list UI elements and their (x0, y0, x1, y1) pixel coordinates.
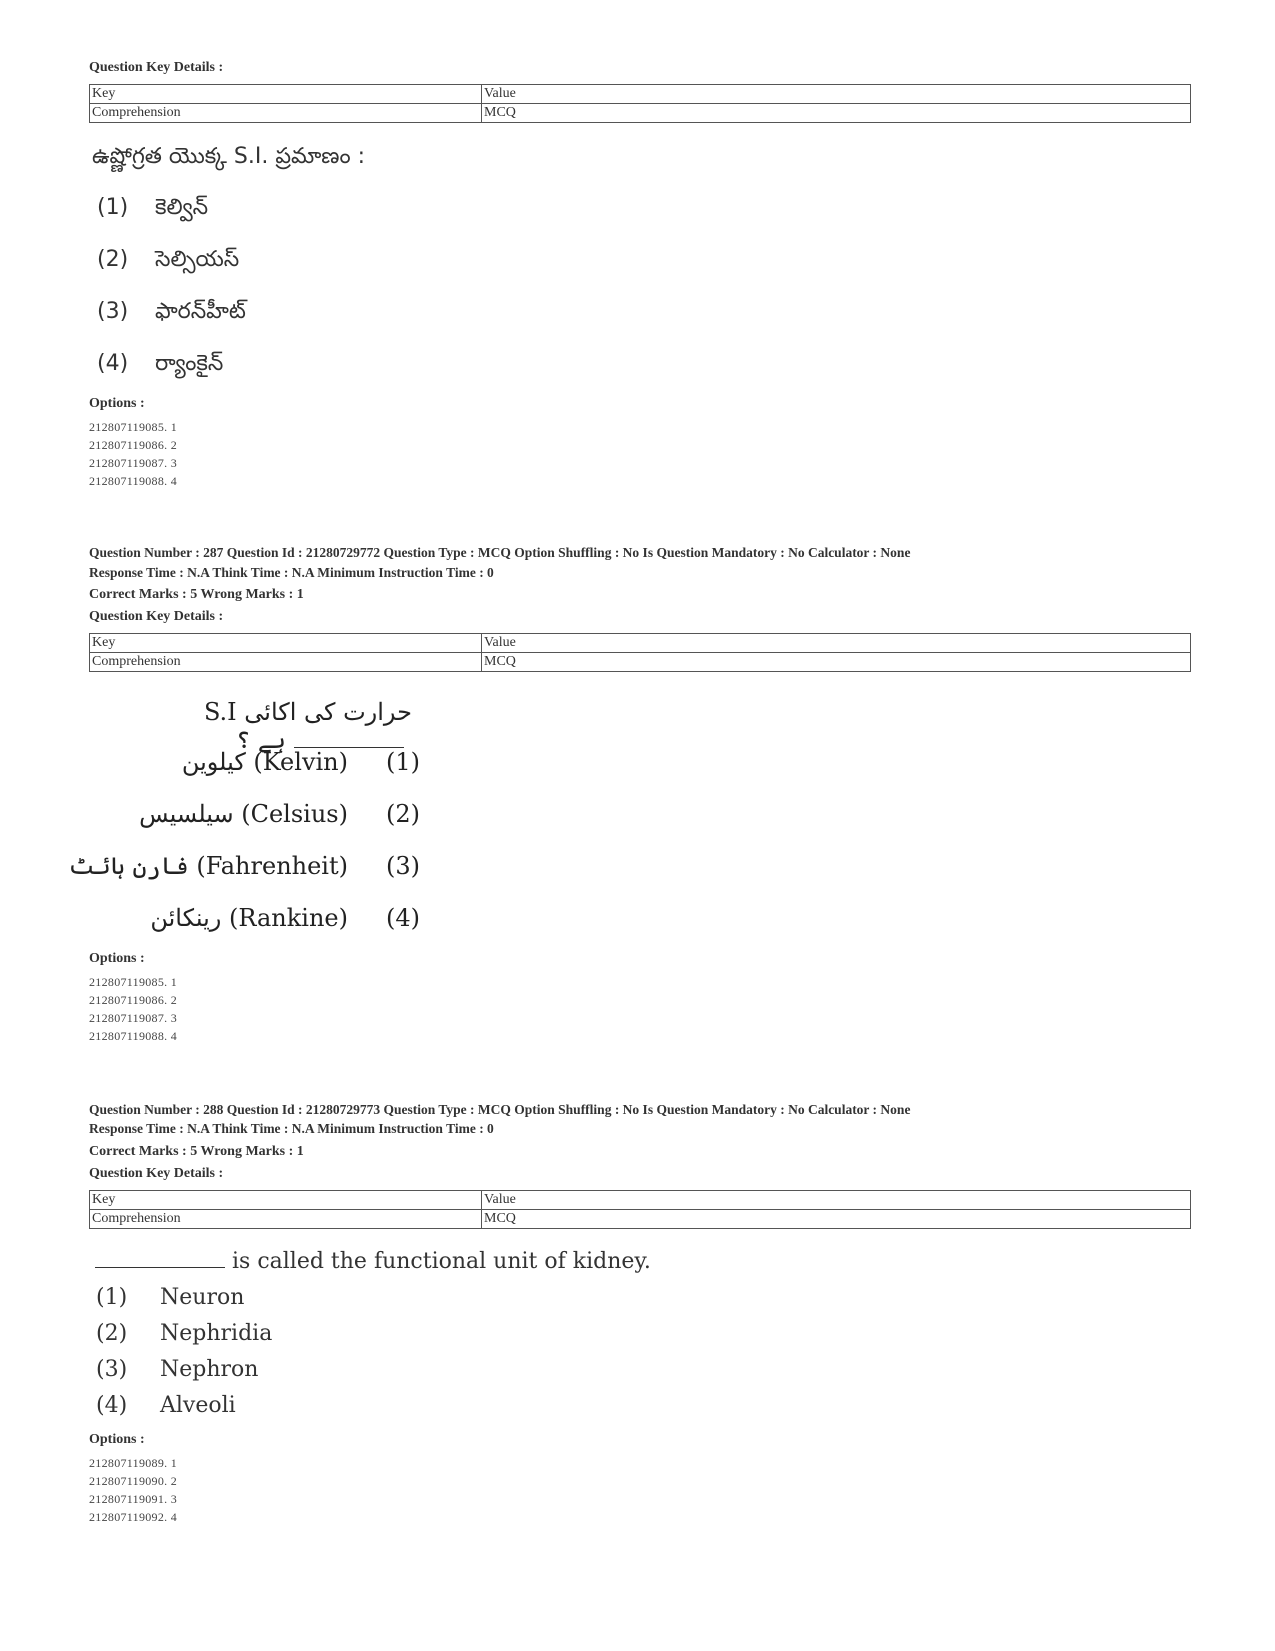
option-text: رینکائن (Rankine) (150, 904, 348, 932)
table-header-key: Key (90, 634, 482, 653)
option-number: (3) (97, 299, 129, 324)
table-header-value: Value (482, 85, 1191, 104)
table-cell-key: Comprehension (90, 653, 482, 672)
table-cell-key: Comprehension (90, 104, 482, 123)
option-number: (2) (97, 247, 129, 272)
option-id: 212807119091. 3 (89, 1492, 178, 1506)
option-item (96, 1393, 236, 1418)
question-meta-line: Question Number : 288 Question Id : 21280729773 Question Type : MCQ Option Shuffling : No Is Question Mandatory : No Calculator : None (89, 1102, 911, 1117)
question-text-start: حرارت کی اکائی S.I (203, 698, 412, 726)
option-item (97, 299, 246, 329)
table-cell-value: MCQ (482, 1210, 1191, 1229)
question-meta-line: Response Time : N.A Think Time : N.A Minimum Instruction Time : 0 (89, 565, 494, 580)
option-id: 212807119086. 2 (89, 438, 178, 452)
option-number: (3) (96, 1357, 128, 1382)
option-id-list (89, 973, 177, 1045)
option-item (96, 1321, 272, 1346)
option-text: کیلوین (Kelvin) (181, 748, 348, 776)
marks-line: Correct Marks : 5 Wrong Marks : 1 (89, 587, 304, 602)
option-text: Nephridia (160, 1321, 273, 1346)
option-id: 212807119089. 1 (89, 1456, 178, 1470)
option-item (97, 247, 239, 277)
option-item (96, 1285, 244, 1310)
option-number: (1) (97, 195, 129, 220)
option-text: ర్యాంకైన్ (155, 351, 224, 376)
option-number: (2) (386, 800, 420, 828)
marks-line: Correct Marks : 5 Wrong Marks : 1 (89, 1144, 304, 1159)
table-header-value: Value (482, 1191, 1191, 1210)
option-number: (3) (386, 852, 420, 880)
options-label: Options : (89, 396, 145, 411)
key-details-label: Question Key Details : (89, 1166, 224, 1181)
option-text: Neuron (160, 1285, 245, 1310)
answer-blank (95, 1249, 225, 1268)
question-text: ఉష్ణోగ్రత యొక్క S.I. ప్రమాణం : (92, 144, 366, 169)
option-text: فارن ہائٹ (Fahrenheit) (68, 852, 348, 880)
key-details-label: Question Key Details : (89, 609, 224, 624)
key-value-table (89, 1190, 1191, 1229)
option-text: سیلسیس (Celsius) (139, 800, 348, 828)
key-value-table (89, 633, 1191, 672)
option-item (97, 351, 223, 381)
options-label: Options : (89, 1432, 145, 1447)
table-header-value: Value (482, 634, 1191, 653)
question-meta-line: Response Time : N.A Think Time : N.A Minimum Instruction Time : 0 (89, 1121, 494, 1136)
option-id: 212807119085. 1 (89, 975, 178, 989)
option-number: (4) (97, 351, 129, 376)
option-id: 212807119087. 3 (89, 1011, 178, 1025)
table-cell-value: MCQ (482, 104, 1191, 123)
question-text-body: is called the functional unit of kidney. (232, 1249, 651, 1274)
option-number: (4) (96, 1393, 128, 1418)
option-text: Alveoli (160, 1393, 236, 1418)
option-id: 212807119090. 2 (89, 1474, 178, 1488)
key-details-label: Question Key Details : (89, 60, 224, 75)
option-id-list (89, 1454, 177, 1526)
option-number: (1) (386, 748, 420, 776)
option-item (97, 195, 208, 225)
option-id: 212807119087. 3 (89, 456, 178, 470)
option-id: 212807119092. 4 (89, 1510, 178, 1524)
question-text (95, 1249, 651, 1274)
option-text: ఫారన్‌హీట్ (155, 299, 246, 324)
option-text: Nephron (160, 1357, 259, 1382)
option-text: సెల్సియస్ (155, 247, 240, 272)
option-number: (4) (386, 904, 420, 932)
option-id: 212807119088. 4 (89, 1029, 178, 1043)
question-text-end: ہے ؟ (236, 726, 286, 754)
table-header-key: Key (90, 85, 482, 104)
question-text (92, 698, 412, 754)
table-cell-key: Comprehension (90, 1210, 482, 1229)
question-meta-line: Question Number : 287 Question Id : 21280729772 Question Type : MCQ Option Shuffling : No Is Question Mandatory : No Calculator : None (89, 545, 911, 560)
key-value-table (89, 84, 1191, 123)
option-number: (1) (96, 1285, 128, 1310)
option-id-list (89, 418, 177, 490)
option-id: 212807119088. 4 (89, 474, 178, 488)
option-id: 212807119086. 2 (89, 993, 178, 1007)
options-label: Options : (89, 951, 145, 966)
answer-blank (294, 729, 404, 748)
option-item (96, 1357, 258, 1382)
option-id: 212807119085. 1 (89, 420, 178, 434)
option-text: కెల్విన్ (155, 195, 209, 220)
option-number: (2) (96, 1321, 128, 1346)
table-header-key: Key (90, 1191, 482, 1210)
table-cell-value: MCQ (482, 653, 1191, 672)
